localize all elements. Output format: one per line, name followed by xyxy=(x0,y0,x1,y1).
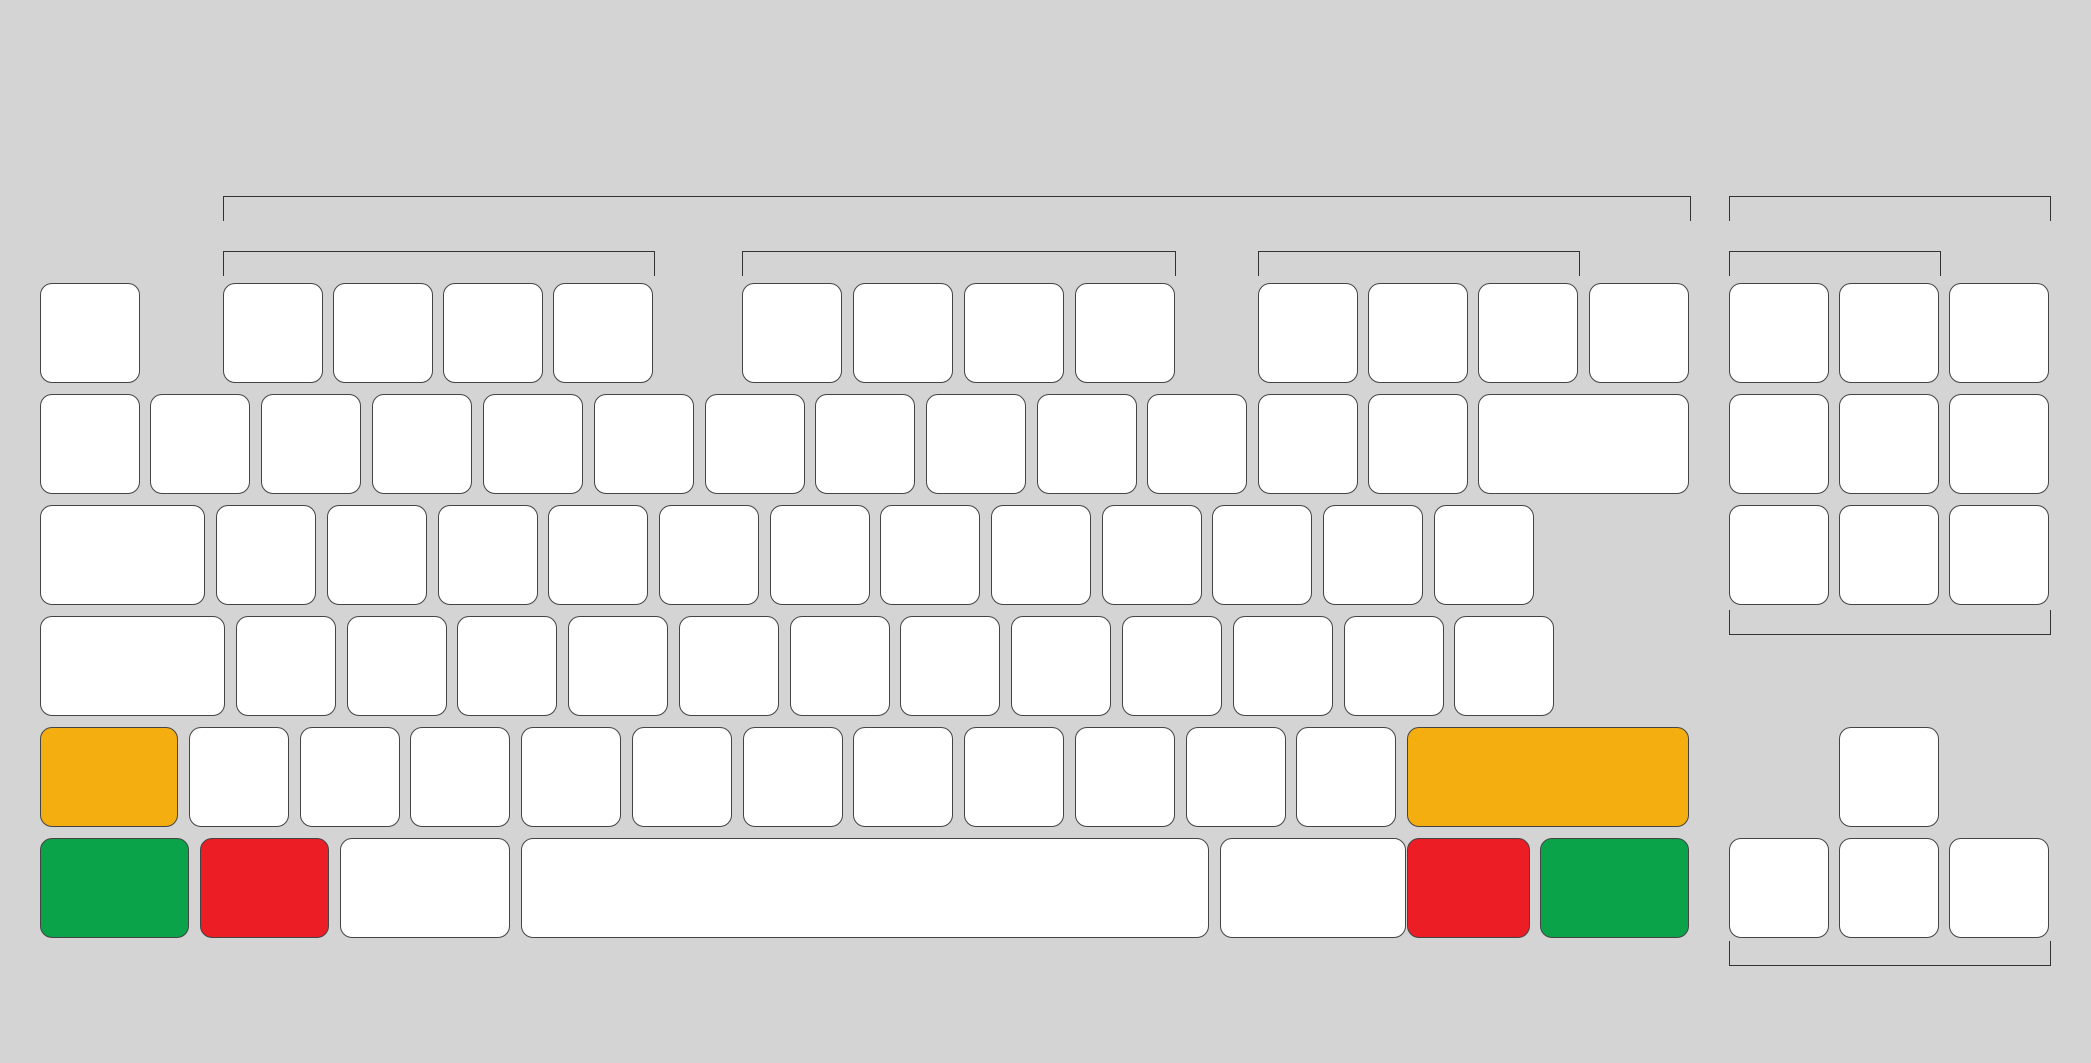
key-p[interactable] xyxy=(1212,505,1312,605)
key-comma[interactable] xyxy=(1075,727,1175,827)
key-lbracket[interactable] xyxy=(1323,505,1423,605)
select-target-bracket xyxy=(1729,196,2051,221)
key-hidss[interactable] xyxy=(1949,394,2049,494)
key-esc[interactable] xyxy=(40,283,140,383)
key-equals[interactable] xyxy=(1368,394,1468,494)
cyclic-bracket xyxy=(1729,941,2051,966)
key-w[interactable] xyxy=(327,505,427,605)
key-v[interactable] xyxy=(632,727,732,827)
key-rcontrol[interactable] xyxy=(1540,838,1689,938)
key-lalt[interactable] xyxy=(200,838,329,938)
key-q[interactable] xyxy=(216,505,316,605)
key-cyc-down[interactable] xyxy=(1839,838,1939,938)
key-rcmd[interactable] xyxy=(1220,838,1406,938)
key-cyc-left[interactable] xyxy=(1729,838,1829,938)
key-lcontrol[interactable] xyxy=(40,838,189,938)
select-camera-bracket xyxy=(1258,251,1580,276)
key-k[interactable] xyxy=(1011,616,1111,716)
key-k0[interactable] xyxy=(1147,394,1247,494)
key-g[interactable] xyxy=(679,616,779,716)
key-quote[interactable] xyxy=(1344,616,1444,716)
key-f8[interactable] xyxy=(1075,283,1175,383)
key-y[interactable] xyxy=(770,505,870,605)
key-k5[interactable] xyxy=(594,394,694,494)
key-minus[interactable] xyxy=(1258,394,1358,494)
key-f4[interactable] xyxy=(553,283,653,383)
key-k3[interactable] xyxy=(372,394,472,494)
key-k2[interactable] xyxy=(261,394,361,494)
key-space[interactable] xyxy=(521,838,1209,938)
key-f2[interactable] xyxy=(333,283,433,383)
view-keys-bracket xyxy=(223,196,1691,221)
tads-bracket xyxy=(1729,610,2051,635)
key-x[interactable] xyxy=(410,727,510,827)
key-f1[interactable] xyxy=(223,283,323,383)
key-r[interactable] xyxy=(548,505,648,605)
key-periscope[interactable] xyxy=(1949,505,2049,605)
key-rbracket[interactable] xyxy=(1434,505,1534,605)
key-k9[interactable] xyxy=(1037,394,1137,494)
radar-bracket xyxy=(1729,251,1941,276)
key-f9[interactable] xyxy=(1258,283,1358,383)
key-c[interactable] xyxy=(521,727,621,827)
key-k6[interactable] xyxy=(705,394,805,494)
key-tab[interactable] xyxy=(40,505,205,605)
key-m[interactable] xyxy=(964,727,1064,827)
main-cockpit-bracket xyxy=(223,251,655,276)
key-n[interactable] xyxy=(853,727,953,827)
key-t[interactable] xyxy=(659,505,759,605)
key-f13[interactable] xyxy=(1729,283,1829,383)
key-h[interactable] xyxy=(790,616,890,716)
key-section[interactable] xyxy=(40,394,140,494)
key-j[interactable] xyxy=(900,616,1000,716)
key-slash[interactable] xyxy=(1296,727,1396,827)
key-u[interactable] xyxy=(880,505,980,605)
key-k8[interactable] xyxy=(926,394,1026,494)
key-f15[interactable] xyxy=(1949,283,2049,383)
key-e[interactable] xyxy=(438,505,538,605)
key-f14[interactable] xyxy=(1839,283,1939,383)
key-f12[interactable] xyxy=(1589,283,1689,383)
key-tilde[interactable] xyxy=(189,727,289,827)
key-f11[interactable] xyxy=(1478,283,1578,383)
key-cyc-up[interactable] xyxy=(1839,727,1939,827)
key-backslash[interactable] xyxy=(1454,616,1554,716)
key-i[interactable] xyxy=(991,505,1091,605)
key-f5[interactable] xyxy=(742,283,842,383)
key-semicolon[interactable] xyxy=(1233,616,1333,716)
key-rshift[interactable] xyxy=(1407,727,1689,827)
key-s[interactable] xyxy=(347,616,447,716)
key-f6[interactable] xyxy=(853,283,953,383)
key-period[interactable] xyxy=(1186,727,1286,827)
key-f7[interactable] xyxy=(964,283,1064,383)
key-backspace[interactable] xyxy=(1478,394,1689,494)
key-lcmd[interactable] xyxy=(340,838,510,938)
key-cyc-right[interactable] xyxy=(1949,838,2049,938)
key-a[interactable] xyxy=(236,616,336,716)
key-dtv[interactable] xyxy=(1839,505,1939,605)
select-object-bracket xyxy=(742,251,1176,276)
key-f10[interactable] xyxy=(1368,283,1468,383)
key-ground-radar[interactable] xyxy=(1729,394,1829,494)
key-k7[interactable] xyxy=(815,394,915,494)
key-z[interactable] xyxy=(300,727,400,827)
key-k1[interactable] xyxy=(150,394,250,494)
key-f3[interactable] xyxy=(443,283,543,383)
key-l[interactable] xyxy=(1122,616,1222,716)
key-d[interactable] xyxy=(457,616,557,716)
key-air-radar[interactable] xyxy=(1839,394,1939,494)
key-flir[interactable] xyxy=(1729,505,1829,605)
key-k4[interactable] xyxy=(483,394,583,494)
key-caps[interactable] xyxy=(40,616,225,716)
key-o[interactable] xyxy=(1102,505,1202,605)
key-ralt[interactable] xyxy=(1407,838,1530,938)
key-f[interactable] xyxy=(568,616,668,716)
key-lshift[interactable] xyxy=(40,727,178,827)
key-b[interactable] xyxy=(743,727,843,827)
